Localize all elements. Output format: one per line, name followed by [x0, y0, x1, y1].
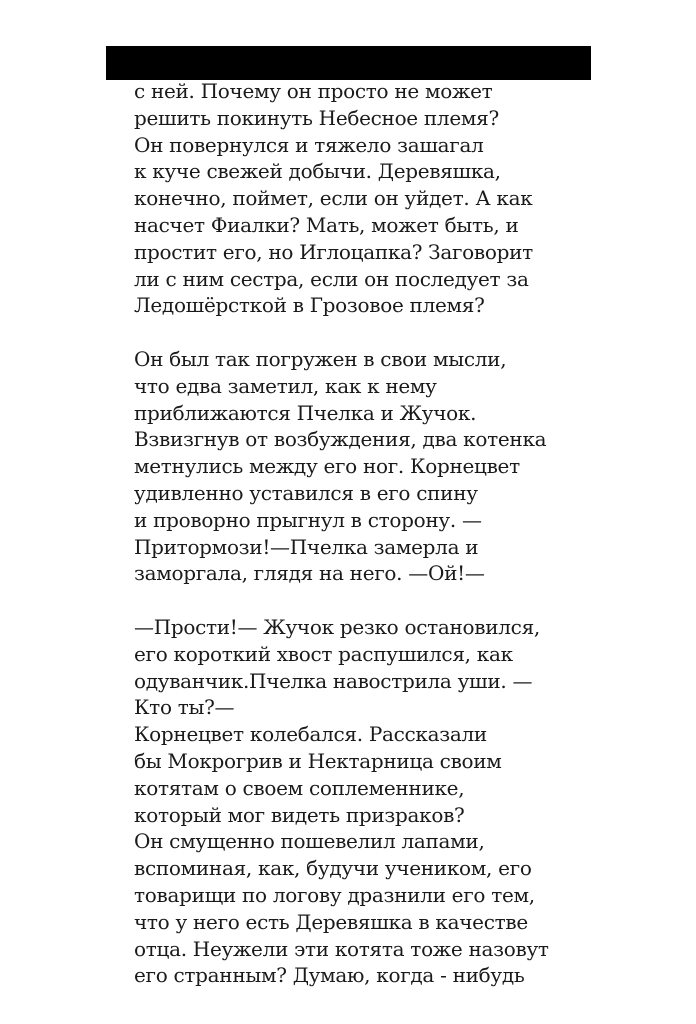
- paragraph-2: [134, 346, 604, 587]
- text-line: конечно, поймет, если он уйдет. А как: [134, 186, 533, 211]
- text-line: метнулись между его ног. Корнецвет: [134, 454, 520, 479]
- text-line: простит его, но Иглоцапка? Заговорит: [134, 239, 533, 264]
- text-line: и проворно прыгнул в сторону. —: [134, 507, 482, 532]
- text-line: Он смущенно пошевелил лапами,: [134, 829, 485, 854]
- text-line: Он повернулся и тяжело зашагал: [134, 132, 484, 157]
- paragraph-1: [134, 78, 604, 319]
- text-line: его короткий хвост распушился, как: [134, 641, 513, 666]
- text-line: Взвизгнув от возбуждения, два котенка: [134, 427, 547, 452]
- text-line: приближаются Пчелка и Жучок.: [134, 400, 477, 425]
- text-line: Кто ты?—: [134, 695, 235, 720]
- text-line: насчет Фиалки? Мать, может быть, и: [134, 212, 519, 237]
- text-line: Ледошёрсткой в Грозовое племя?: [134, 293, 485, 318]
- text-line: его странным? Думаю, когда - нибудь: [134, 963, 525, 988]
- text-line: удивленно уставился в его спину: [134, 480, 478, 505]
- text-line: отца. Неужели эти котята тоже назовут: [134, 936, 549, 961]
- text-line: Он был так погружен в свои мысли,: [134, 346, 507, 371]
- text-line: что у него есть Деревяшка в качестве: [134, 909, 528, 934]
- text-line: товарищи по логову дразнили его тем,: [134, 882, 535, 907]
- page-text: [134, 78, 604, 989]
- paragraph-gap: [134, 319, 604, 346]
- text-line: —Прости!— Жучок резко остановился,: [134, 614, 540, 639]
- text-line: заморгала, глядя на него. —Ой!—: [134, 561, 485, 586]
- paragraph-3: [134, 614, 604, 989]
- text-line: Притормози!—Пчелка замерла и: [134, 534, 479, 559]
- text-line: ли с ним сестра, если он последует за: [134, 266, 529, 291]
- text-line: что едва заметил, как к нему: [134, 373, 437, 398]
- redaction-bar: [106, 46, 591, 80]
- paragraph-gap: [134, 587, 604, 614]
- text-line: вспоминая, как, будучи учеником, его: [134, 856, 532, 881]
- text-line: с ней. Почему он просто не может: [134, 79, 493, 103]
- text-line: который мог видеть призраков?: [134, 802, 465, 827]
- text-line: одуванчик.Пчелка навострила уши. —: [134, 668, 533, 693]
- text-line: решить покинуть Небесное племя?: [134, 105, 499, 130]
- text-line: Корнецвет колебался. Рассказали: [134, 722, 487, 747]
- text-line: к куче свежей добычи. Деревяшка,: [134, 159, 501, 184]
- text-line: котятам о своем соплеменнике,: [134, 775, 465, 800]
- text-line: бы Мокрогрив и Нектарница своим: [134, 748, 502, 773]
